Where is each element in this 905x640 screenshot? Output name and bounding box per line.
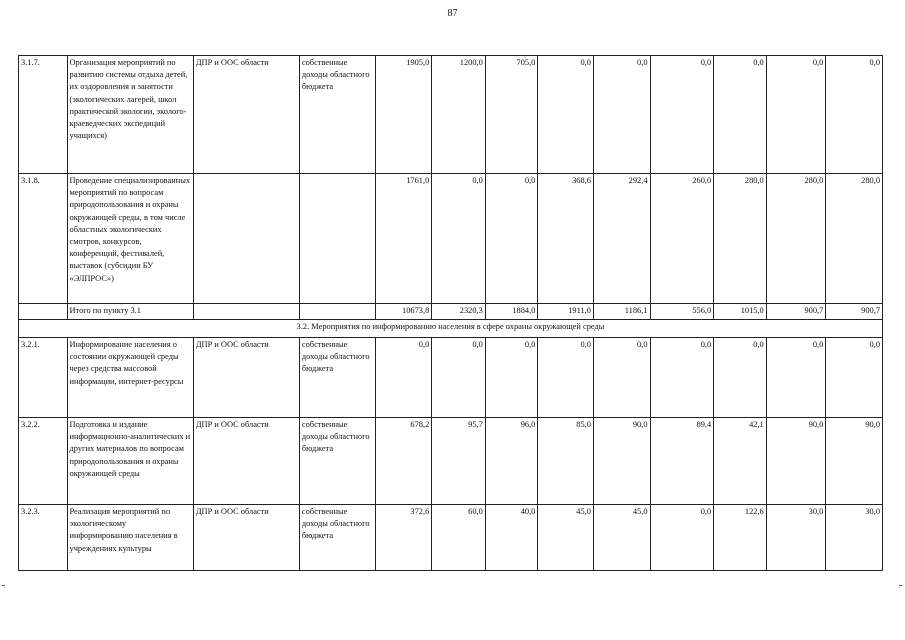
- total-value-cell: 1186,1: [593, 304, 650, 320]
- value-cell: 292,4: [593, 174, 650, 304]
- value-cell: 1905,0: [375, 56, 432, 174]
- item-name: Реализация мероприятий по экологическому информированию населения в учреждениях культуры: [67, 505, 193, 571]
- item-source: [299, 304, 375, 320]
- value-cell: 678,2: [375, 418, 432, 505]
- value-cell: 122,6: [714, 505, 767, 571]
- value-cell: 0,0: [826, 338, 883, 418]
- total-value-cell: 1911,0: [538, 304, 594, 320]
- table-row: [19, 56, 883, 174]
- scan-edge-mark-right: [899, 585, 902, 586]
- value-cell: 0,0: [766, 56, 826, 174]
- item-executor: ДПР и ООС области: [193, 505, 299, 571]
- item-executor: ДПР и ООС области: [193, 56, 299, 174]
- total-value-cell: 556,0: [650, 304, 714, 320]
- value-cell: 96,0: [485, 418, 538, 505]
- value-cell: 260,0: [650, 174, 714, 304]
- value-cell: 0,0: [538, 56, 594, 174]
- value-cell: 85,0: [538, 418, 594, 505]
- total-value-cell: 10673,8: [375, 304, 432, 320]
- item-executor: [193, 304, 299, 320]
- value-cell: 372,6: [375, 505, 432, 571]
- value-cell: 280,0: [766, 174, 826, 304]
- item-source: [299, 174, 375, 304]
- section-heading: 3.2. Мероприятия по информированию населения в сфере охраны окружающей среды: [19, 320, 883, 338]
- value-cell: 705,0: [485, 56, 538, 174]
- item-name: Подготовка и издание информационно-аналитических и других материалов по вопросам природопользования и охраны окружающей среды: [67, 418, 193, 505]
- value-cell: 0,0: [826, 56, 883, 174]
- total-row: [19, 304, 883, 320]
- total-value-cell: 900,7: [826, 304, 883, 320]
- value-cell: 30,0: [826, 505, 883, 571]
- table-row: [19, 418, 883, 505]
- item-name: Информирование населения о состоянии окружающей среды через средства массовой информации, интернет-ресурсы: [67, 338, 193, 418]
- value-cell: 0,0: [593, 338, 650, 418]
- item-code: [19, 304, 68, 320]
- value-cell: 40,0: [485, 505, 538, 571]
- value-cell: 0,0: [432, 338, 486, 418]
- value-cell: 280,0: [826, 174, 883, 304]
- item-name: Проведение специализированных мероприятий по вопросам природопользования и охраны окружающей среды, в том числе областных экологических смотров, конкурсов, конференций, фестивалей, выставок (субсидии БУ «ЭЛПРОС»): [67, 174, 193, 304]
- item-executor: ДПР и ООС области: [193, 338, 299, 418]
- item-executor: [193, 174, 299, 304]
- item-source: собственные доходы областного бюджета: [299, 418, 375, 505]
- value-cell: 368,6: [538, 174, 594, 304]
- item-code: 3.2.2.: [19, 418, 68, 505]
- value-cell: 0,0: [650, 505, 714, 571]
- total-value-cell: 1884,0: [485, 304, 538, 320]
- value-cell: 0,0: [432, 174, 486, 304]
- value-cell: 42,1: [714, 418, 767, 505]
- value-cell: 0,0: [593, 56, 650, 174]
- item-source: собственные доходы областного бюджета: [299, 505, 375, 571]
- section-row: [19, 320, 883, 338]
- table-row: [19, 174, 883, 304]
- item-name: Организация мероприятий по развитию системы отдыха детей, их оздоровления и занятости (экологических лагерей, школ практической экологии, эколого-краеведческих экспедиций учащихся): [67, 56, 193, 174]
- value-cell: 90,0: [826, 418, 883, 505]
- value-cell: 0,0: [538, 338, 594, 418]
- total-label: Итого по пункту 3.1: [67, 304, 193, 320]
- page-number: 87: [447, 8, 458, 19]
- item-code: 3.2.3.: [19, 505, 68, 571]
- value-cell: 0,0: [650, 338, 714, 418]
- value-cell: 45,0: [593, 505, 650, 571]
- value-cell: 89,4: [650, 418, 714, 505]
- item-source: собственные доходы областного бюджета: [299, 56, 375, 174]
- value-cell: 0,0: [714, 338, 767, 418]
- value-cell: 0,0: [485, 338, 538, 418]
- value-cell: 0,0: [714, 56, 767, 174]
- table-row: [19, 505, 883, 571]
- budget-table: [18, 55, 883, 571]
- total-value-cell: 1015,0: [714, 304, 767, 320]
- value-cell: 30,0: [766, 505, 826, 571]
- value-cell: 280,0: [714, 174, 767, 304]
- item-executor: ДПР и ООС области: [193, 418, 299, 505]
- value-cell: 1200,0: [432, 56, 486, 174]
- value-cell: 1761,0: [375, 174, 432, 304]
- value-cell: 90,0: [766, 418, 826, 505]
- value-cell: 0,0: [766, 338, 826, 418]
- value-cell: 0,0: [650, 56, 714, 174]
- total-value-cell: 900,7: [766, 304, 826, 320]
- item-code: 3.1.8.: [19, 174, 68, 304]
- scan-edge-mark-left: [2, 585, 5, 586]
- total-value-cell: 2320,3: [432, 304, 486, 320]
- table-row: [19, 338, 883, 418]
- value-cell: 60,0: [432, 505, 486, 571]
- item-source: собственные доходы областного бюджета: [299, 338, 375, 418]
- item-code: 3.2.1.: [19, 338, 68, 418]
- value-cell: 0,0: [375, 338, 432, 418]
- value-cell: 0,0: [485, 174, 538, 304]
- value-cell: 95,7: [432, 418, 486, 505]
- item-code: 3.1.7.: [19, 56, 68, 174]
- value-cell: 45,0: [538, 505, 594, 571]
- value-cell: 90,0: [593, 418, 650, 505]
